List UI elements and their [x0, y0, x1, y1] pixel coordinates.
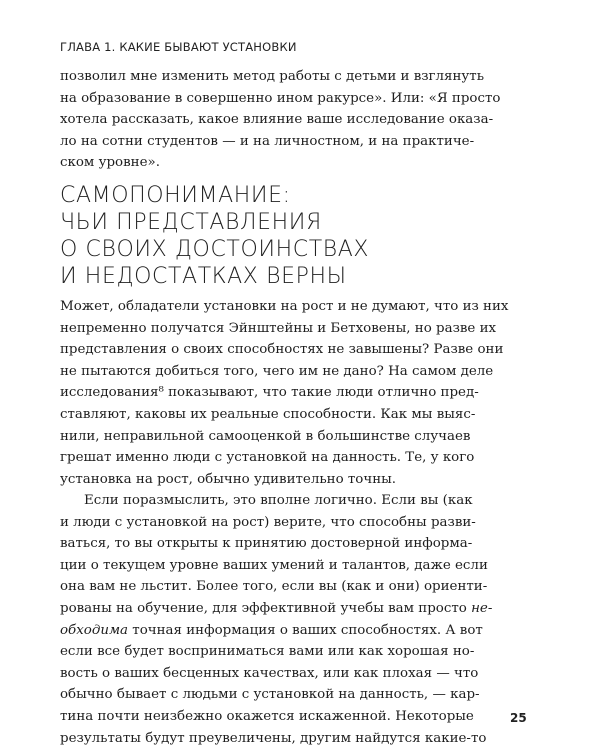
text-line: вость о ваших бесценных качествах, или как плохая — что — [60, 665, 479, 681]
italic-fragment: обходима — [60, 622, 129, 638]
paragraph-2 — [60, 490, 492, 749]
text-line: тина почти неизбежно окажется искаженной. Некоторые — [60, 708, 474, 724]
text-line: ваться, то вы открыты к принятию достоверной информа- — [60, 536, 473, 552]
text-line: установка на рост, обычно удивительно точны. — [60, 471, 397, 487]
italic-fragment: не- — [471, 600, 493, 616]
text-line: ло на сотни студентов — и на личностном, и на практиче- — [60, 133, 475, 149]
text-line: и люди с установкой на рост) верите, что способны разви- — [60, 514, 476, 530]
text-line: не пытаются добиться того, чего им не дано? На самом деле — [60, 363, 494, 379]
text-line: грешат именно люди с установкой на данность. Те, у кого — [60, 450, 475, 466]
text-line: непременно получатся Эйнштейны и Бетховены, но разве их — [60, 320, 497, 336]
text-line: хотела рассказать, какое влияние ваше исследование оказа- — [60, 112, 494, 128]
text-line: Может, обладатели установки на рост и не думают, что из них — [60, 299, 509, 314]
heading-line: О СВОИХ ДОСТОИНСТВАХ — [60, 237, 370, 262]
running-head: ГЛАВА 1. КАКИЕ БЫВАЮТ УСТАНОВКИ — [60, 40, 297, 54]
text-line: ции о текущем уровне ваших умений и талантов, даже если — [60, 557, 488, 573]
text-line — [60, 620, 492, 642]
text-line: позволил мне изменить метод работы с детьми и взглянуть — [60, 69, 485, 84]
text-line: обычно бывает с людьми с установкой на данность, — кар- — [60, 687, 480, 703]
text-line: если все будет восприниматься вами или как хорошая но- — [60, 644, 475, 660]
section-heading — [60, 182, 369, 290]
text-line: результаты будут преувеличены, другим найдутся какие-то — [60, 730, 487, 746]
text-fragment: рованы на обучение, для эффективной учебы вам просто — [60, 600, 472, 616]
text-line — [60, 598, 492, 620]
intro-paragraph — [60, 66, 500, 174]
page-number: 25 — [510, 711, 527, 725]
text-line: она вам не льстит. Более того, если вы (как и они) ориенти- — [60, 579, 488, 595]
paragraph-1 — [60, 296, 508, 490]
heading-line: ЧЬИ ПРЕДСТАВЛЕНИЯ — [60, 210, 322, 235]
text-fragment: точная информация о ваших способностях. А вот — [128, 622, 483, 638]
text-line: исследования⁸ показывают, что такие люди отлично пред- — [60, 385, 479, 401]
text-line: нили, неправильной самооценкой в большинстве случаев — [60, 428, 471, 444]
text-line: представления о своих способностях не завышены? Разве они — [60, 342, 504, 358]
text-line: ском уровне». — [60, 155, 160, 171]
text-line: на образование в совершенно ином ракурсе». Или: «Я просто — [60, 90, 501, 106]
heading-line: САМОПОНИМАНИЕ: — [60, 183, 291, 208]
text-line: ставляют, каковы их реальные способности. Как мы выяс- — [60, 406, 476, 422]
text-line: Если поразмыслить, это вполне логично. Если вы (как — [84, 493, 473, 508]
heading-line: И НЕДОСТАТКАХ ВЕРНЫ — [60, 264, 347, 289]
